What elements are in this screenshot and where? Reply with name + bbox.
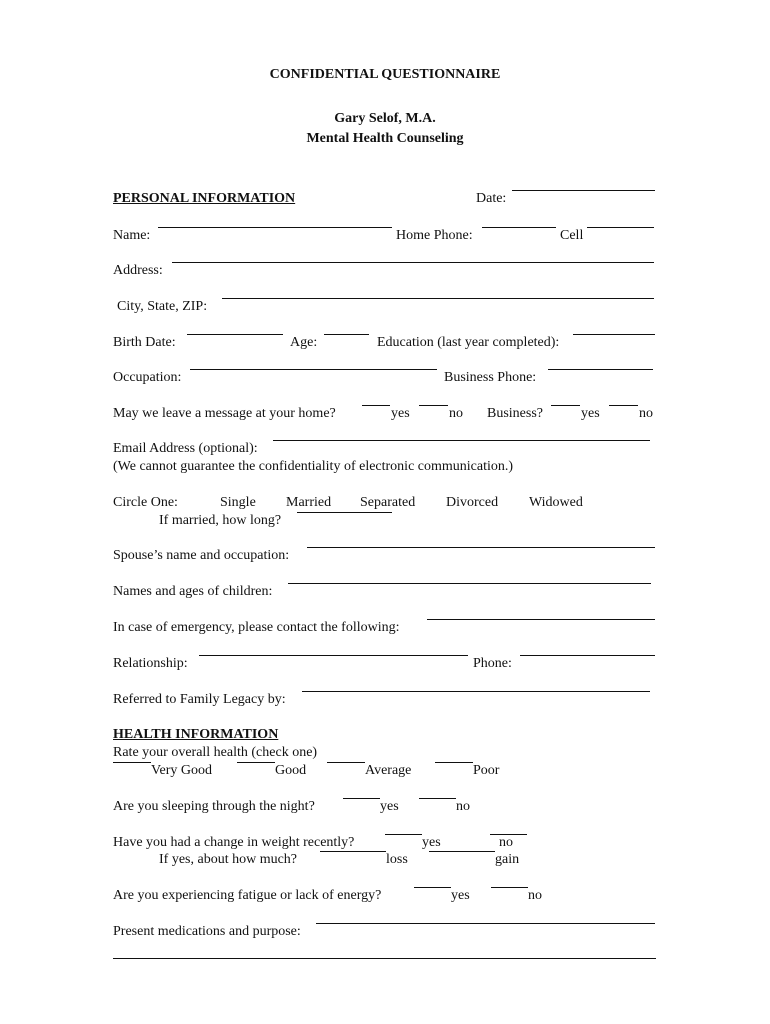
circle-one-label: Circle One: — [113, 495, 178, 510]
married-how-long-field[interactable] — [297, 512, 392, 513]
education-label: Education (last year completed): — [377, 335, 560, 350]
business-message-yes-label: yes — [581, 406, 600, 421]
sleep-question: Are you sleeping through the night? — [113, 799, 315, 814]
city-state-zip-label: City, State, ZIP: — [117, 299, 208, 314]
occupation-label: Occupation: — [113, 370, 182, 385]
business-phone-field[interactable] — [548, 369, 653, 370]
weight-loss-blank[interactable] — [320, 851, 386, 852]
form-title: CONFIDENTIAL QUESTIONNAIRE — [269, 67, 501, 82]
spouse-field[interactable] — [307, 547, 655, 548]
business-message-no-blank[interactable] — [609, 405, 638, 406]
home-phone-label: Home Phone: — [396, 228, 473, 243]
medications-field[interactable] — [316, 923, 655, 924]
health-good-blank[interactable] — [237, 762, 275, 763]
health-poor-label: Poor — [473, 763, 500, 778]
address-label: Address: — [113, 263, 163, 278]
weight-amount-label: If yes, about how much? — [159, 852, 298, 867]
weight-gain-label: gain — [495, 852, 520, 867]
sleep-no-label: no — [456, 799, 470, 814]
weight-loss-label: loss — [386, 852, 408, 867]
weight-gain-blank[interactable] — [429, 851, 495, 852]
education-field[interactable] — [573, 334, 655, 335]
marital-option-single[interactable]: Single — [220, 495, 256, 510]
overall-health-label: Rate your overall health (check one) — [113, 745, 318, 760]
email-disclaimer: (We cannot guarantee the confidentiality of electronic communication.) — [113, 459, 514, 474]
sleep-yes-blank[interactable] — [343, 798, 380, 799]
weight-yes-label: yes — [422, 835, 441, 850]
weight-question: Have you had a change in weight recently? — [113, 835, 355, 850]
practice-name: Mental Health Counseling — [306, 131, 464, 146]
emergency-contact-field[interactable] — [427, 619, 655, 620]
health-very-good-blank[interactable] — [113, 762, 151, 763]
age-label: Age: — [290, 335, 318, 350]
fatigue-no-label: no — [528, 888, 542, 903]
home-message-yes-label: yes — [391, 406, 410, 421]
fatigue-no-blank[interactable] — [491, 887, 528, 888]
address-field[interactable] — [172, 262, 654, 263]
name-label: Name: — [113, 228, 151, 243]
children-field[interactable] — [288, 583, 651, 584]
medications-label: Present medications and purpose: — [113, 924, 301, 939]
marital-option-divorced[interactable]: Divorced — [446, 495, 499, 510]
birth-date-field[interactable] — [187, 334, 283, 335]
personal-info-heading: PERSONAL INFORMATION — [113, 191, 296, 206]
birth-date-label: Birth Date: — [113, 335, 176, 350]
message-question: May we leave a message at your home? — [113, 406, 336, 421]
home-message-yes-blank[interactable] — [362, 405, 390, 406]
health-poor-blank[interactable] — [435, 762, 473, 763]
city-state-zip-field[interactable] — [222, 298, 654, 299]
health-info-heading: HEALTH INFORMATION — [113, 727, 279, 742]
emergency-phone-label: Phone: — [473, 656, 512, 671]
occupation-field[interactable] — [190, 369, 437, 370]
age-field[interactable] — [324, 334, 369, 335]
marital-option-separated[interactable]: Separated — [360, 495, 416, 510]
sleep-yes-label: yes — [380, 799, 399, 814]
marital-option-widowed[interactable]: Widowed — [529, 495, 583, 510]
marital-option-married[interactable]: Married — [286, 495, 332, 510]
counselor-name: Gary Selof, M.A. — [334, 111, 436, 126]
health-good-label: Good — [275, 763, 307, 778]
fatigue-yes-label: yes — [451, 888, 470, 903]
health-very-good-label: Very Good — [151, 763, 213, 778]
email-field[interactable] — [273, 440, 650, 441]
name-field[interactable] — [158, 227, 392, 228]
weight-yes-blank[interactable] — [385, 834, 422, 835]
home-message-no-blank[interactable] — [419, 405, 448, 406]
relationship-label: Relationship: — [113, 656, 188, 671]
business-phone-label: Business Phone: — [444, 370, 537, 385]
home-message-no-label: no — [449, 406, 463, 421]
relationship-field[interactable] — [199, 655, 468, 656]
fatigue-yes-blank[interactable] — [414, 887, 451, 888]
business-message-yes-blank[interactable] — [551, 405, 580, 406]
sleep-no-blank[interactable] — [419, 798, 456, 799]
medications-field-continued[interactable] — [113, 958, 656, 959]
weight-no-label: no — [499, 835, 513, 850]
referred-field[interactable] — [302, 691, 650, 692]
home-phone-field[interactable] — [482, 227, 556, 228]
date-label: Date: — [476, 191, 507, 206]
health-average-blank[interactable] — [327, 762, 365, 763]
date-field[interactable] — [512, 190, 655, 191]
emergency-phone-field[interactable] — [520, 655, 655, 656]
children-label: Names and ages of children: — [113, 584, 273, 599]
referred-label: Referred to Family Legacy by: — [113, 692, 286, 707]
cell-label: Cell — [560, 228, 584, 243]
business-message-no-label: no — [639, 406, 653, 421]
cell-field[interactable] — [587, 227, 654, 228]
health-average-label: Average — [365, 763, 412, 778]
business-message-label: Business? — [487, 406, 543, 421]
spouse-label: Spouse’s name and occupation: — [113, 548, 290, 563]
email-label: Email Address (optional): — [113, 441, 258, 456]
married-how-long-label: If married, how long? — [159, 513, 282, 528]
fatigue-question: Are you experiencing fatigue or lack of energy? — [113, 888, 382, 903]
emergency-label: In case of emergency, please contact the following: — [113, 620, 400, 635]
